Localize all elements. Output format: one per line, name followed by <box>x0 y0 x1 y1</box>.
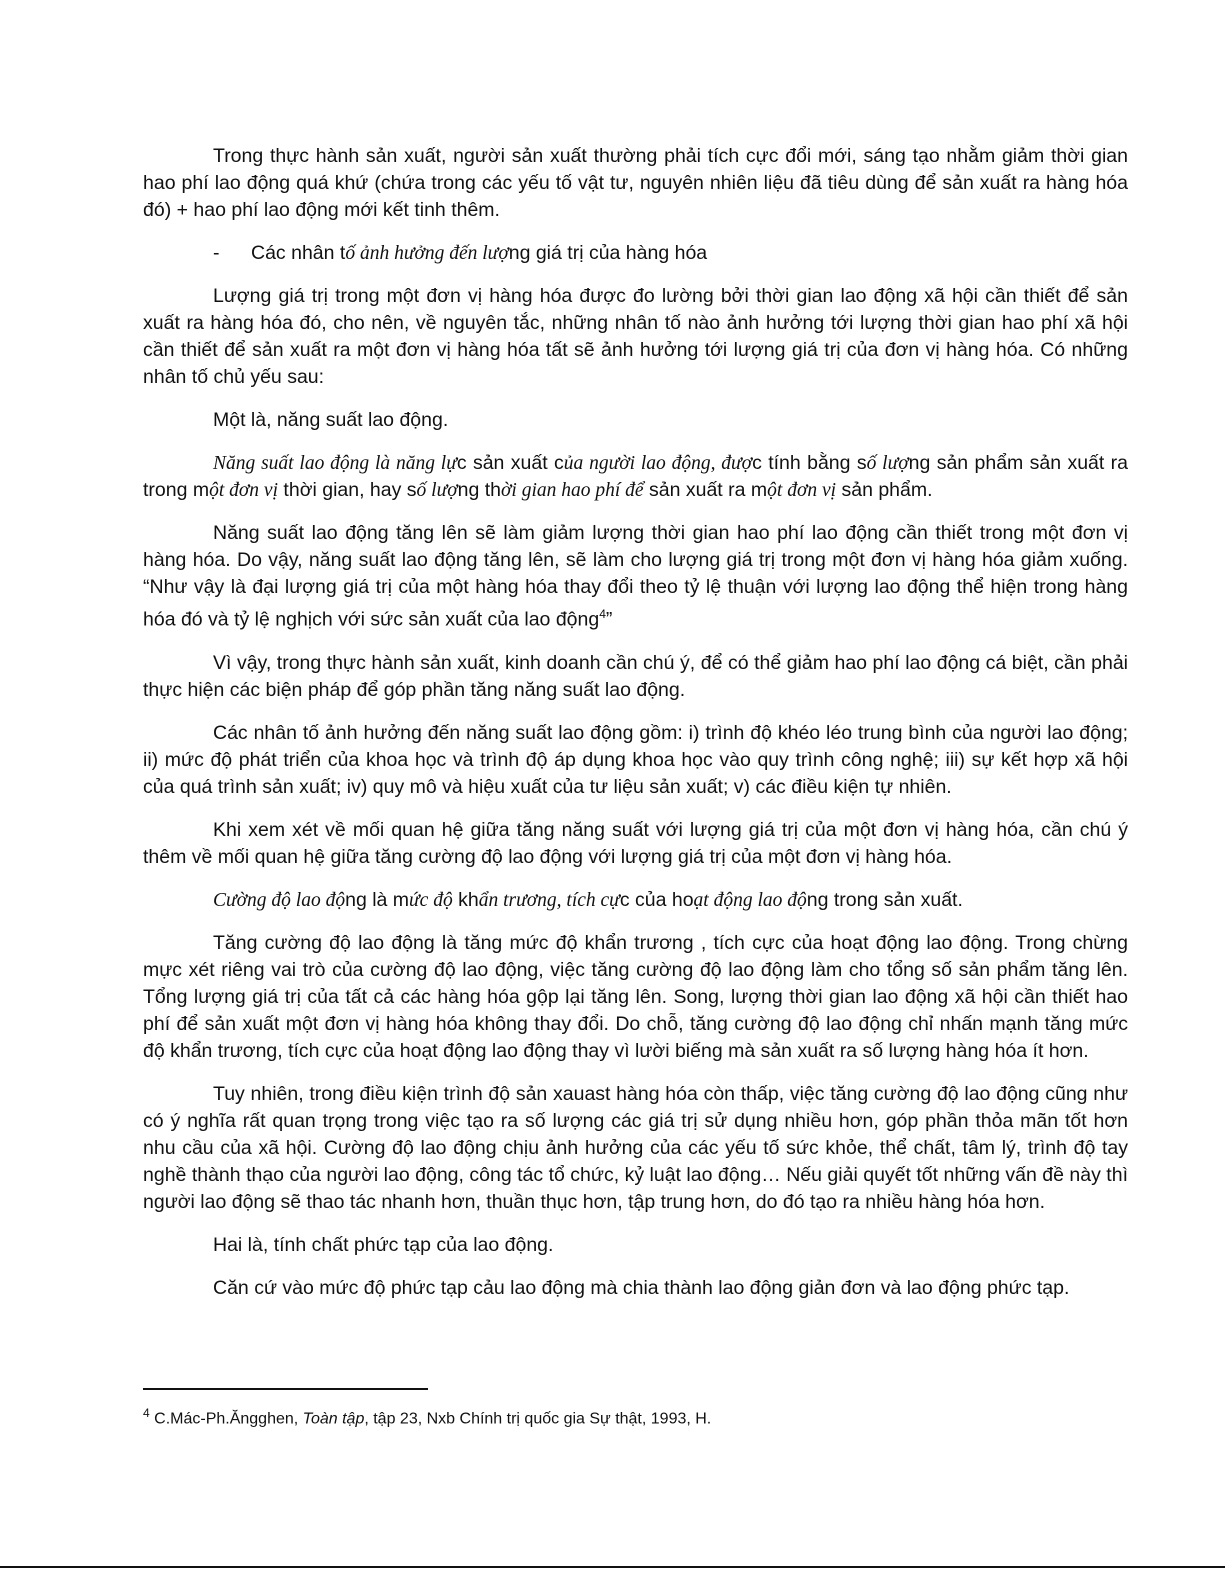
p9-d: kh <box>452 888 479 911</box>
p4-c: ủa người lao động, đượ <box>563 453 753 474</box>
paragraph-4 <box>143 450 1128 504</box>
paragraph-11: Tuy nhiên, trong điều kiện trình độ sản xauast hàng hóa còn thấp, việc tăng cường độ lao động cũng như có ý nghĩa rất quan trọng trong việc tạo ra số lượng các giá trị sử dụng nhiều hơn, góp phần thỏa mãn tốt hơn nhu cầu của xã hội. Cường độ lao động chịu ảnh hưởng của các yếu tố sức khỏe, thể chất, tâm lý, trình độ tay nghề thành thạo của người lao động, công tác tổ chức, kỷ luật lao động… Nếu giải quyết tốt những vấn đề này thì người lao động sẽ thao tác nhanh hơn, thuần thục hơn, tập trung hơn, do đó tạo ra nhiều hàng hóa hơn. <box>143 1082 1128 1213</box>
page-bottom-edge <box>0 1566 1225 1568</box>
p4-j: ng th <box>457 479 502 501</box>
paragraph-13: Căn cứ vào mức độ phức tạp cảu lao động mà chia thành lao động giản đơn và lao động phức tạp. <box>213 1276 1070 1299</box>
paragraph-2: Lượng giá trị trong một đơn vị hàng hóa được đo lường bởi thời gian lao động xã hội cần thiết để sản xuất ra hàng hóa đó, cho nên, về nguyên tắc, những nhân tố nào ảnh hưởng tới lượng thời gian hao phí xã hội cần thiết để sản xuất ra một đơn vị hàng hóa tất sẽ ảnh hưởng tới lượng giá trị của đơn vị hàng hóa. Có những nhân tố chủ yếu sau: <box>143 285 1128 388</box>
p5-text: Năng suất lao động tăng lên sẽ làm giảm lượng thời gian hao phí lao động cần thiết trong một đơn vị hàng hóa. Do vậy, năng suất lao động tăng lên, sẽ làm cho lượng giá trị trong một đơn vị hàng hóa giảm xuống. “Như vậy là đại lượng giá trị của một hàng hóa thay đổi theo tỷ lệ thuận với lượng lao động thể hiện trong hàng hóa đó và tỷ lệ nghịch với sức sản xuất của lao động <box>143 522 1128 631</box>
p9-e: ẩn trương, tích cự <box>478 889 620 911</box>
p9-c: ức độ <box>409 889 453 911</box>
bullet-dash: - <box>213 242 220 264</box>
bullet-text-b: ố ảnh hưởng đến lượ <box>345 243 509 264</box>
p4-n: sản phẩm. <box>836 479 933 501</box>
paragraph-6: Vì vậy, trong thực hành sản xuất, kinh doanh cần chú ý, để có thể giảm hao phí lao động cá biệt, cần phải thực hiện các biện pháp để góp phần tăng năng suất lao động. <box>143 651 1128 701</box>
p9-b: ng là m <box>345 888 410 911</box>
p4-l: sản xuất ra m <box>643 479 768 501</box>
paragraph-8: Khi xem xét về mối quan hệ giữa tăng năng suất với lượng giá trị của một đơn vị hàng hóa, cần chú ý thêm về mối quan hệ giữa tăng cường độ lao động với lượng giá trị của một đơn vị hàng hóa. <box>143 818 1128 868</box>
p4-m: ột đơn vị <box>767 480 837 501</box>
p4-d: c tính bằng s <box>752 452 867 474</box>
footnote-ref[interactable]: 4 <box>599 607 606 621</box>
paragraph-3: Một là, năng suất lao động. <box>213 409 449 431</box>
p4-i: ố lượ <box>416 480 458 501</box>
p9-h: ng trong sản xuất. <box>806 888 963 911</box>
p4-e: ố lượ <box>866 453 909 474</box>
p4-a: Năng suất lao động là năng lự <box>213 453 457 474</box>
document-body <box>143 143 1128 1318</box>
p4-k: ời gian hao phí để <box>501 480 644 501</box>
bullet-text-c: ng giá trị của hàng hóa <box>508 242 708 264</box>
footnote <box>143 1402 1128 1430</box>
paragraph-7: Các nhân tố ảnh hưởng đến năng suất lao động gồm: i) trình độ khéo léo trung bình của người lao động; ii) mức độ phát triển của khoa học và trình độ áp dụng khoa học vào quy trình công nghệ; iii) sự kết hợp xã hội của quá trình sản xuất; iv) quy mô và hiệu xuất của tư liệu sản xuất; v) các điều kiện tự nhiên. <box>143 721 1128 798</box>
p9-f: c của ho <box>619 888 694 911</box>
bullet-text <box>251 240 707 267</box>
footnote-text-a: C.Mác-Ph.Ăngghen, <box>149 1410 303 1428</box>
paragraph-5 <box>143 520 1128 634</box>
p9-g: ạt động lao độ <box>693 889 807 911</box>
bullet-text-a: Các nhân t <box>251 242 346 264</box>
p4-g: ột đơn vị <box>209 480 279 501</box>
footnote-number: 4 <box>143 1406 150 1420</box>
paragraph-1: Trong thực hành sản xuất, người sản xuất thường phải tích cực đổi mới, sáng tạo nhằm giảm thời gian hao phí lao động quá khứ (chứa trong các yếu tố vật tư, nguyên nhiên liệu đã tiêu dùng để sản xuất ra hàng hóa đó) + hao phí lao động mới kết tinh thêm. <box>143 145 1128 221</box>
paragraph-10: Tăng cường độ lao động là tăng mức độ khẩn trương , tích cực của hoạt động lao động. Trong chừng mực xét riêng vai trò của cường độ lao động, việc tăng cường độ lao động làm cho tổng số sản phẩm tăng lên. Tổng lượng giá trị của tất cả các hàng hóa gộp lại tăng lên. Song, lượng thời gian lao động xã hội cần thiết hao phí để sản xuất một đơn vị hàng hóa không thay đổi. Do chỗ, tăng cường độ lao động chỉ nhấn mạnh tăng mức độ khẩn trương, tích cực của hoạt động lao động thay vì lười biếng mà sản xuất ra số lượng hàng hóa ít hơn. <box>143 931 1128 1062</box>
p5-end: ” <box>605 608 613 631</box>
p4-f: ng sản phẩm sản xuất ra trong m <box>143 452 1129 501</box>
p4-b: c sản xuất c <box>456 452 564 474</box>
footnote-separator <box>143 1388 428 1390</box>
footnote-text-b: Toàn tập <box>302 1410 365 1428</box>
p9-a: Cường độ lao độ <box>213 889 346 911</box>
p4-h: thời gian, hay s <box>278 479 417 501</box>
bullet-item <box>143 240 1128 267</box>
paragraph-9 <box>143 887 1128 914</box>
paragraph-12: Hai là, tính chất phức tạp của lao động. <box>213 1233 554 1256</box>
footnote-text-c: , tập 23, Nxb Chính trị quốc gia Sự thật, 1993, H. <box>364 1410 712 1428</box>
